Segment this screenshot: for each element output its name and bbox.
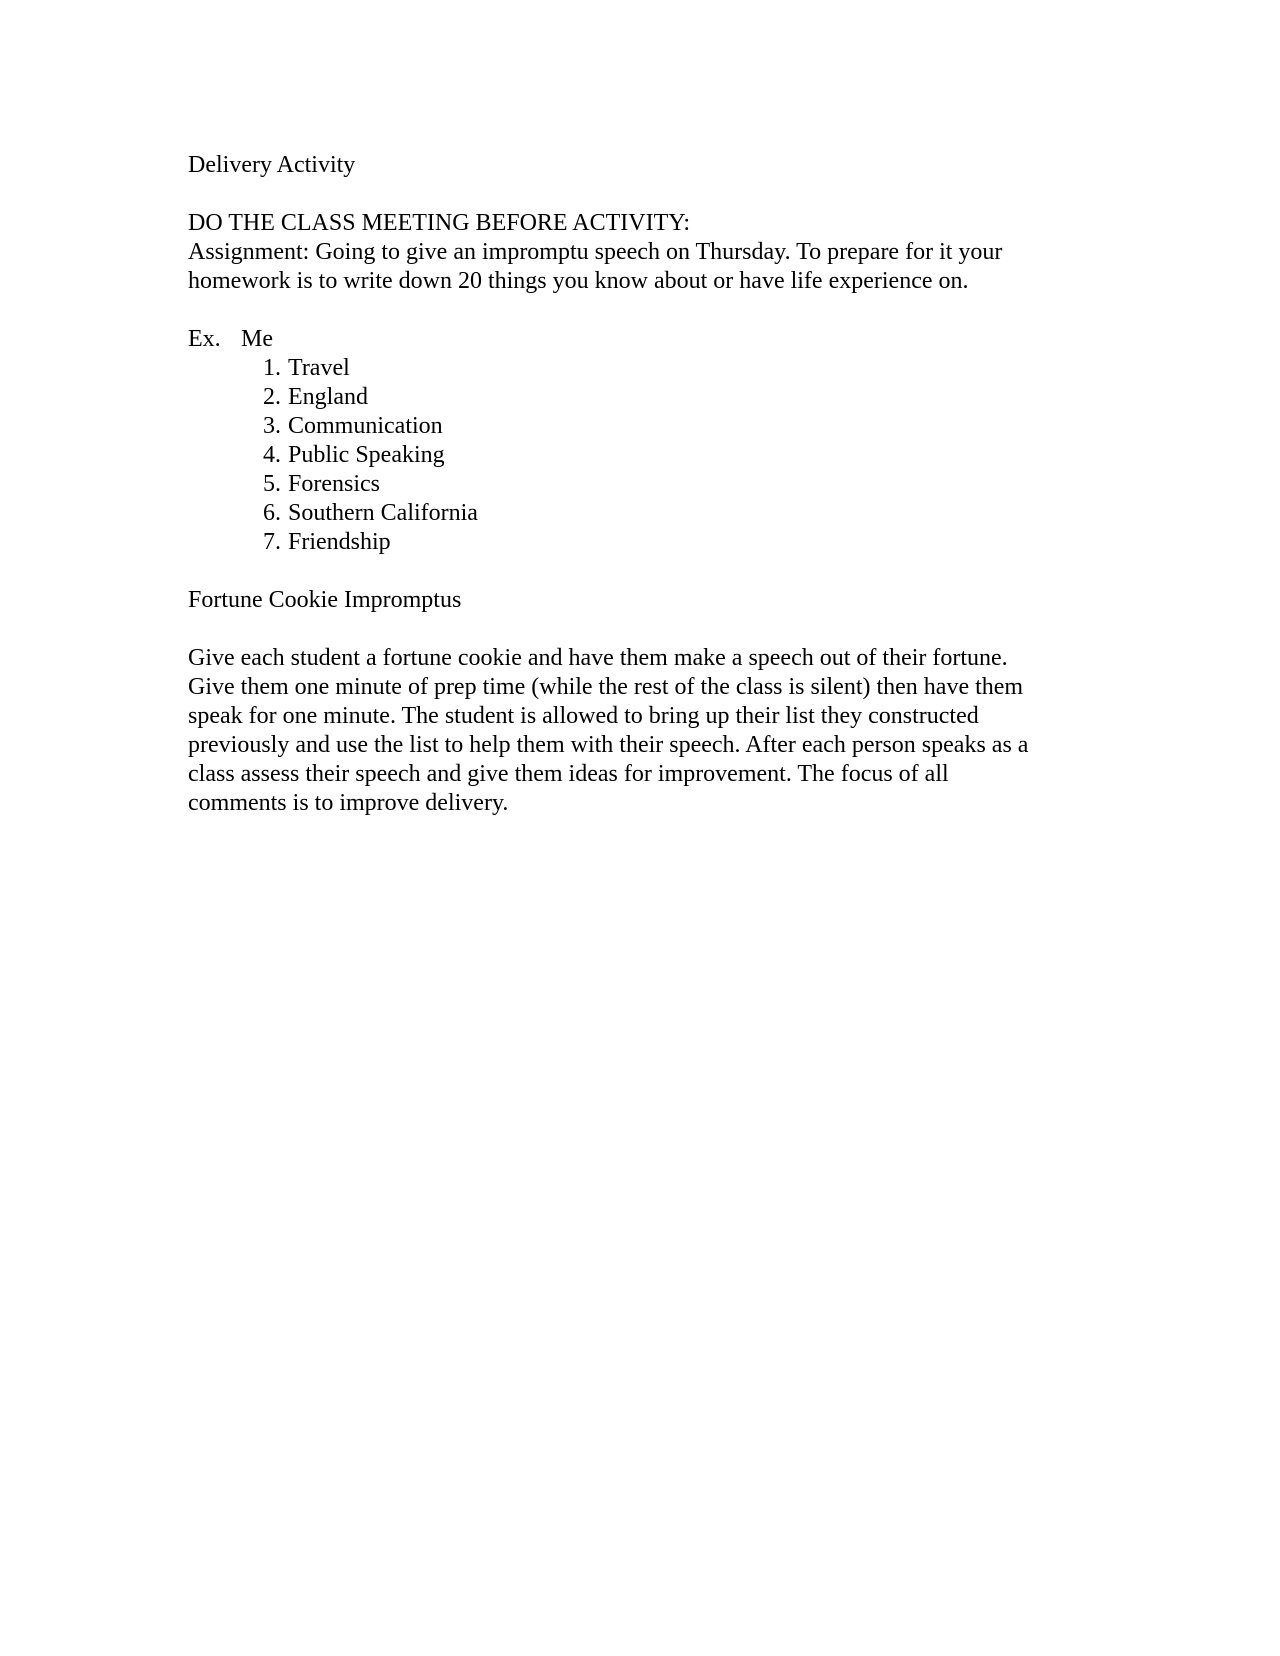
class-meeting-heading: DO THE CLASS MEETING BEFORE ACTIVITY: <box>188 210 691 236</box>
body-line: Give them one minute of prep time (while the rest of the class is silent) then have them <box>188 674 1024 700</box>
list-item-number: 2. <box>263 384 281 410</box>
example-label: Ex. <box>188 326 221 352</box>
assignment-line: Assignment: Going to give an impromptu speech on Thursday. To prepare for it your <box>188 239 1003 265</box>
list-item-text: Friendship <box>288 529 391 555</box>
document-title: Delivery Activity <box>188 152 356 178</box>
list-item <box>188 383 1088 412</box>
topic-list <box>188 354 1088 557</box>
body-line: previously and use the list to help them with their speech. After each person speaks as a <box>188 732 1029 758</box>
example-subject: Me <box>241 326 273 352</box>
list-item-text: England <box>288 384 368 410</box>
list-item-number: 1. <box>263 355 281 381</box>
spacer <box>188 180 1088 209</box>
body-line: comments is to improve delivery. <box>188 790 509 816</box>
list-item-number: 6. <box>263 500 281 526</box>
list-item <box>188 412 1088 441</box>
section-heading: Fortune Cookie Impromptus <box>188 587 462 613</box>
list-item <box>188 354 1088 383</box>
list-item <box>188 470 1088 499</box>
body-line: class assess their speech and give them ideas for improvement. The focus of all <box>188 761 949 787</box>
list-item-text: Public Speaking <box>288 442 445 468</box>
list-item-number: 5. <box>263 471 281 497</box>
list-item-number: 4. <box>263 442 281 468</box>
body-line: Give each student a fortune cookie and have them make a speech out of their fortune. <box>188 645 1008 671</box>
assignment-line: homework is to write down 20 things you know about or have life experience on. <box>188 268 969 294</box>
spacer <box>188 296 1088 325</box>
spacer <box>188 615 1088 644</box>
list-item-number: 3. <box>263 413 281 439</box>
spacer <box>188 557 1088 586</box>
list-item <box>188 499 1088 528</box>
list-item-text: Forensics <box>288 471 380 497</box>
example-header <box>188 325 1088 354</box>
body-paragraph <box>188 644 1088 818</box>
list-item <box>188 528 1088 557</box>
list-item-text: Communication <box>288 413 443 439</box>
list-item-number: 7. <box>263 529 281 555</box>
document-content <box>188 151 1088 818</box>
list-item <box>188 441 1088 470</box>
body-line: speak for one minute. The student is allowed to bring up their list they constructed <box>188 703 979 729</box>
list-item-text: Travel <box>288 355 350 381</box>
list-item-text: Southern California <box>288 500 478 526</box>
